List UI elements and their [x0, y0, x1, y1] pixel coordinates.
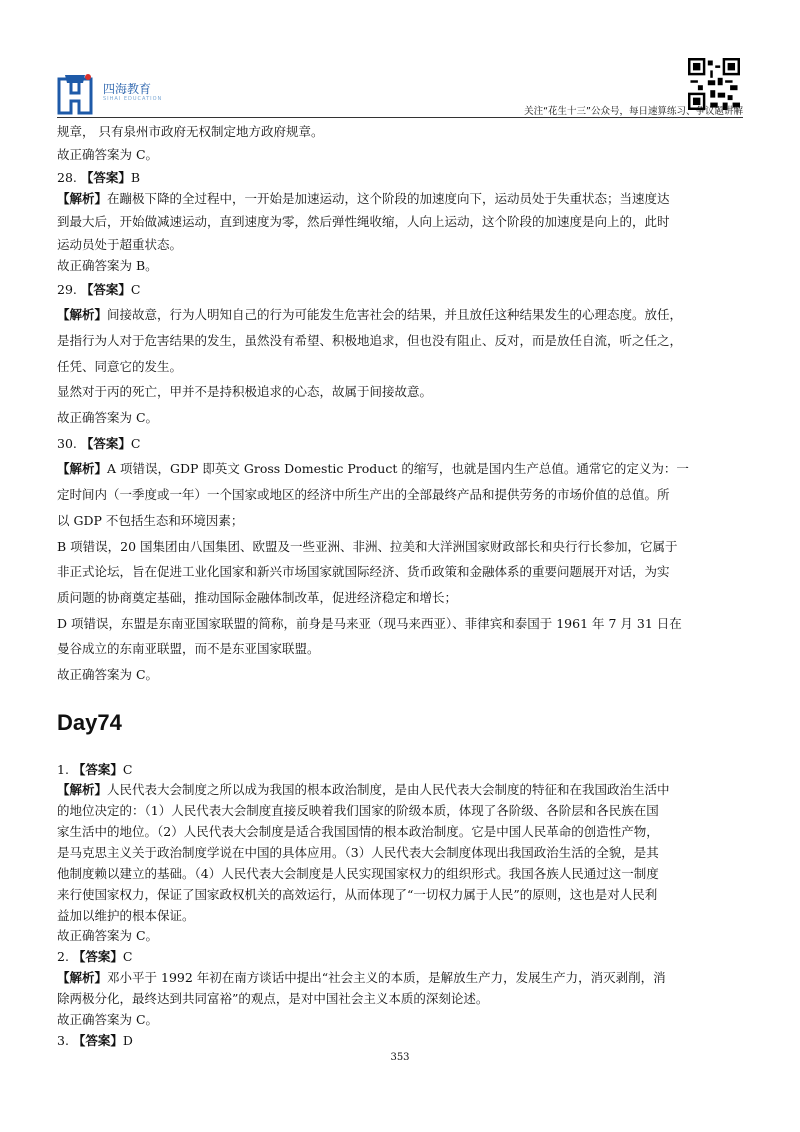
- answer-line-28: 28. 【答案】B: [57, 170, 141, 185]
- explanation-line-29: 是指行为人对于危害结果的发生，虽然没有希望、积极地追求，但也没有阻止、反对，而是放任自流，听之任之，: [57, 333, 683, 348]
- explanation-line-29: 任凭、同意它的发生。: [57, 359, 183, 374]
- explanation-line-1: 的地位决定的：（1）人民代表大会制度直接反映着我们国家的阶级本质，体现了各阶级、各阶层和各民族在国: [57, 803, 659, 818]
- final-answer-29: 故正确答案为 C。: [57, 410, 159, 425]
- final-answer-1: 故正确答案为 C。: [57, 928, 159, 943]
- explanation-line-1: 【解析】人民代表大会制度之所以成为我国的根本政治制度，是由人民代表大会制度的特征和在我国政治生活中: [57, 782, 670, 797]
- final-answer-2: 故正确答案为 C。: [57, 1012, 159, 1027]
- final-answer-28: 故正确答案为 B。: [57, 258, 158, 273]
- explanation-line-1: 来行使国家权力，保证了国家政权机关的高效运行，从而体现了“一切权力属于人民”的原则，这也是对人民利: [57, 887, 658, 902]
- answer-line-30: 30. 【答案】C: [57, 436, 141, 451]
- explanation-line-1: 他制度赖以建立的基础。（4）人民代表大会制度是人民实现国家权力的组织形式。我国各族人民通过这一制度: [57, 866, 659, 881]
- explanation-line-28: 【解析】在蹦极下降的全过程中，一开始是加速运动，这个阶段的加速度向下，运动员处于失重状态；当速度达: [57, 191, 670, 206]
- explanation-line-30: 定时间内（一季度或一年）一个国家或地区的经济中所生产出的全部最终产品和提供劳务的市场价值的总值。所: [57, 487, 670, 502]
- explanation-line-30: 质问题的协商奠定基础，推动国际金融体制改革，促进经济稳定和增长；: [57, 590, 458, 605]
- explanation-line-28: 到最大后，开始做减速运动，直到速度为零，然后弹性绳收缩，人向上运动，这个阶段的加速度是向上的，此时: [57, 214, 670, 229]
- explanation-line-30: B 项错误，20 国集团由八国集团、欧盟及一些亚洲、非洲、拉美和大洋洲国家财政部长和央行行长参加，它属于: [57, 539, 678, 554]
- text-line: 规章， 只有泉州市政府无权制定地方政府规章。: [57, 124, 324, 139]
- explanation-line-1: 是马克思主义关于政治制度学说在中国的具体应用。（3）人民代表大会制度体现出我国政治生活的全貌，是其: [57, 845, 659, 860]
- answer-line-29: 29. 【答案】C: [57, 282, 141, 297]
- explanation-line-28: 运动员处于超重状态。: [57, 237, 183, 252]
- explanation-line-30: 曼谷成立的东南亚联盟，而不是东亚国家联盟。: [57, 641, 320, 656]
- explanation-line-1: 家生活中的地位。（2）人民代表大会制度是适合我国国情的根本政治制度。它是中国人民革命的创造性产物，: [57, 824, 659, 839]
- explanation-line-30: 【解析】A 项错误，GDP 即英文 Gross Domestic Product 的缩写，也就是国内生产总值。通常它的定义为：一: [57, 461, 689, 476]
- logo-subtitle: SIHAI EDUCATION: [103, 96, 163, 102]
- day-heading: Day74: [57, 710, 122, 735]
- explanation-line-30: D 项错误，东盟是东南亚国家联盟的简称，前身是马来亚（现马来西亚）、菲律宾和泰国于 1961 年 7 月 31 日在: [57, 616, 682, 631]
- final-answer: 故正确答案为 C。: [57, 147, 159, 162]
- explanation-line-30: 非正式论坛，旨在促进工业化国家和新兴市场国家就国际经济、货币政策和金融体系的重要问题展开对话，为实: [57, 564, 670, 579]
- explanation-line-30: 以 GDP 不包括生态和环境因素；: [57, 513, 244, 528]
- final-answer-30: 故正确答案为 C。: [57, 667, 159, 682]
- explanation-line-2: 除两极分化，最终达到共同富裕”的观点，是对中国社会主义本质的深刻论述。: [57, 991, 489, 1006]
- answer-line-3: 3. 【答案】D: [57, 1033, 133, 1048]
- page-header: [0, 0, 800, 122]
- answer-line-2: 2. 【答案】C: [57, 949, 133, 964]
- header-divider: [57, 117, 743, 118]
- answer-line-1: 1. 【答案】C: [57, 762, 133, 777]
- page-number: 353: [390, 1052, 410, 1063]
- explanation-line-2: 【解析】邓小平于 1992 年初在南方谈话中提出“社会主义的本质，是解放生产力，发展生产力，消灭剥削，消: [57, 970, 666, 985]
- explanation-line-29: 【解析】间接故意，行为人明知自己的行为可能发生危害社会的结果，并且放任这种结果发生的心理态度。放任，: [57, 307, 683, 322]
- header-follow-text: 关注“花生十三”公众号，每日速算练习、争议题讲解: [524, 106, 743, 117]
- explanation-line-29: 显然对于丙的死亡，甲并不是持积极追求的心态，故属于间接故意。: [57, 384, 433, 399]
- logo-text: 四海教育: [103, 82, 152, 96]
- explanation-line-1: 益加以维护的根本保证。: [57, 908, 195, 923]
